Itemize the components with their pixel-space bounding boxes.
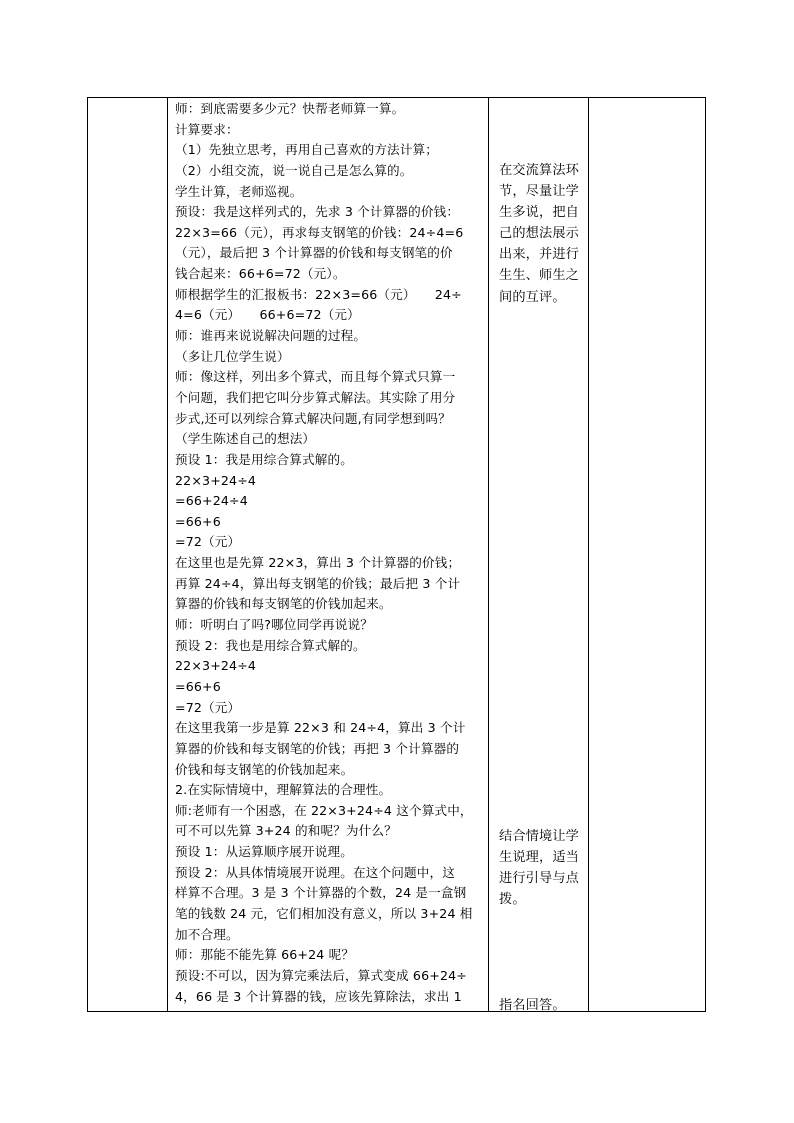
note-text-line: 生生、师生之: [499, 268, 580, 284]
process-text-line: （1）先独立思考，再用自己喜欢的方法计算；: [175, 142, 439, 158]
note-block-exchange: [499, 160, 579, 308]
process-text-line: =66+6: [175, 678, 221, 694]
process-text-line: 算器的价钱和每支钢笔的价钱加起来。: [175, 596, 392, 612]
note-text-line: 拨。: [499, 892, 526, 908]
process-text-line: 22×3+24÷4: [175, 658, 257, 674]
note-text-line: 进行引导与点: [499, 871, 580, 887]
process-text-line: 在这里也是先算 22×3，算出 3 个计算器的价钱；: [175, 555, 461, 571]
process-text-line: 步式,还可以列综合算式解决问题,有同学想到吗？: [175, 410, 451, 426]
process-text-line: 学生计算，老师巡视。: [175, 183, 303, 199]
process-text-line: 钱合起来：66+6=72（元）。: [175, 266, 346, 282]
process-text-line: 4，66 是 3 个计算器的钱，应该先算除法，求出 1: [175, 988, 462, 1004]
process-text-line: 预设:不可以，因为算完乘法后，算式变成 66+24÷: [175, 967, 467, 983]
process-text-line: 师：到底需要多少元？快帮老师算一算。: [175, 101, 405, 116]
process-text-line: 师：那能不能先算 66+24 呢？: [175, 947, 355, 963]
process-text-line: 样算不合理。3 是 3 个计算器的个数，24 是一盒钢: [175, 885, 467, 901]
process-text-line: 22×3=66（元），再求每支钢笔的价钱：24÷4=6: [175, 224, 464, 240]
process-text-line: 个问题，我们把它叫分步算式解法。其实除了用分: [175, 389, 456, 405]
process-text-line: （元），最后把 3 个计算器的价钱和每支钢笔的价: [175, 245, 453, 261]
note-text-line: 生说理，适当: [499, 850, 580, 866]
process-text-line: 笔的钱数 24 元，它们相加没有意义，所以 3+24 相: [175, 905, 473, 921]
process-text-line: 预设 2：我也是用综合算式解的。: [175, 637, 366, 653]
lesson-table: [87, 97, 706, 1012]
column-divider: [588, 98, 589, 1011]
process-text-line: （多让几位学生说）: [175, 348, 290, 364]
process-text-line: 2.在实际情境中，理解算法的合理性。: [175, 782, 392, 798]
process-text-line: =66+24÷4: [175, 493, 248, 509]
process-text-line: 在这里我第一步是算 22×3 和 24÷4，算出 3 个计: [175, 720, 466, 736]
note-text-line: 己的想法展示: [499, 226, 580, 242]
process-text-line: 算器的价钱和每支钢笔的价钱；再把 3 个计算器的: [175, 740, 460, 756]
process-text-line: =72（元）: [175, 534, 241, 550]
teaching-process-column: [168, 98, 488, 1007]
process-text-line: 预设 1：从运算顺序展开说理。: [175, 844, 353, 860]
process-text-line: 4=6（元） 66+6=72（元）: [175, 307, 360, 323]
note-text-line: 出来，并进行: [499, 247, 580, 263]
process-text-line: 价钱和每支钢笔的价钱加起来。: [175, 761, 354, 777]
process-text-line: 师：听明白了吗?哪位同学再说说？: [175, 617, 373, 633]
note-text-line: 生多说，把自: [499, 205, 580, 221]
process-text-line: 22×3+24÷4: [175, 472, 257, 488]
note-text-line: 节，尽量让学: [499, 184, 580, 200]
process-text-line: 计算要求：: [175, 121, 239, 137]
process-text-line: 再算 24÷4，算出每支钢笔的价钱；最后把 3 个计: [175, 575, 461, 591]
process-text-line: 师根据学生的汇报板书：22×3=66（元） 24÷: [175, 286, 462, 302]
note-block-reasoning: [499, 826, 579, 910]
note-block-answer: [499, 995, 566, 1016]
process-text-line: =66+6: [175, 513, 221, 529]
note-text-line: 在交流算法环: [499, 163, 580, 178]
column-divider: [488, 98, 489, 1011]
note-text-line: 指名回答。: [499, 998, 566, 1013]
process-text-line: 加不合理。: [175, 926, 239, 942]
process-text-line: 师:老师有一个困惑，在 22×3+24÷4 这个算式中，: [175, 802, 473, 818]
note-text-line: 结合情境让学: [499, 829, 580, 844]
process-text-line: （学生陈述自己的想法）: [175, 431, 316, 447]
process-text-line: 预设 1：我是用综合算式解的。: [175, 451, 353, 467]
process-text-line: 预设：我是这样列式的，先求 3 个计算器的价钱：: [175, 204, 460, 220]
process-text-line: 师：像这样，列出多个算式，而且每个算式只算一: [175, 369, 456, 385]
process-text-line: 预设 2：从具体情境展开说理。在这个问题中，这: [175, 864, 455, 880]
process-text-line: （2）小组交流，说一说自己是怎么算的。: [175, 162, 413, 178]
process-text-line: 师：谁再来说说解决问题的过程。: [175, 328, 367, 344]
process-text-line: 可不可以先算 3+24 的和呢？为什么？: [175, 823, 397, 839]
process-text-line: =72（元）: [175, 699, 241, 715]
note-text-line: 间的互评。: [499, 289, 566, 305]
